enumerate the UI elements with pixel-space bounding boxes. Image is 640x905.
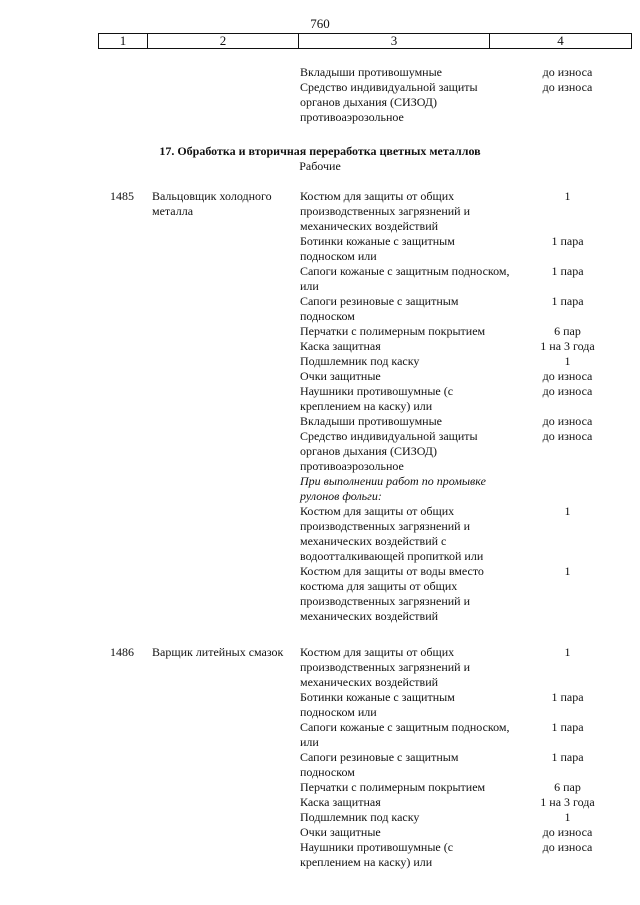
list-item [300,564,630,624]
list-item [300,65,630,80]
item-name: Сапоги резиновые с защитным подноском [300,750,459,779]
list-item [300,720,630,750]
item-norm: до износа [542,80,593,94]
item-name: Костюм для защиты от общих производственных загрязнений и механических воздействий с водоотталкивающей пропиткой или [300,504,484,563]
list-item [300,795,630,810]
item-name: Вкладыши противошумные [300,414,442,428]
item-norm: 1 пара [551,264,584,278]
item-norm: до износа [542,414,593,428]
list-item [300,414,630,429]
item-name: Наушники противошумные (с креплением на каску) или [300,840,454,869]
profession-name: Вальцовщик холодного металла [152,189,272,218]
item-name: Наушники противошумные (с креплением на каску) или [300,384,454,413]
item-norm: 6 пар [554,324,581,338]
list-item [300,189,630,234]
column-header-2: 2 [147,34,298,48]
item-name: Очки защитные [300,825,381,839]
item-norm: до износа [542,825,593,839]
list-item [300,80,630,125]
list-item [300,504,630,564]
item-name: Каска защитная [300,795,381,809]
item-norm: до износа [542,369,593,383]
item-norm: 6 пар [554,780,581,794]
item-norm: 1 пара [551,750,584,764]
column-header-row [98,33,632,49]
section-subtitle: Рабочие [299,159,341,173]
section-title: 17. Обработка и вторичная переработка цветных металлов [159,144,481,158]
item-name: Очки защитные [300,369,381,383]
item-norm [510,474,625,504]
item-norm: до износа [542,840,593,854]
list-item [300,690,630,720]
item-norm: 1 пара [551,234,584,248]
item-condition-note: При выполнении работ по промывке рулонов фольги: [300,474,486,503]
entry-number: 1486 [110,645,134,659]
item-name: Костюм для защиты от воды вместо костюма для защиты от общих производственных загрязнений и механических воздействий [300,564,484,623]
list-item [300,264,630,294]
item-name: Костюм для защиты от общих производственных загрязнений и механических воздействий [300,189,471,233]
column-header-1: 1 [119,33,127,48]
item-norm: 1 [564,189,571,203]
item-norm: 1 [564,810,571,824]
item-norm: 1 [564,564,571,578]
list-item [300,234,630,264]
list-item [300,294,630,324]
item-norm: 1 [564,645,571,659]
item-norm: до износа [542,384,593,398]
item-name: Каска защитная [300,339,381,353]
list-item [300,780,630,795]
item-name: Подшлемник под каску [300,354,420,368]
item-name: Вкладыши противошумные [300,65,442,79]
item-norm: 1 пара [551,720,584,734]
item-norm: 1 пара [551,690,584,704]
entry-number: 1485 [110,189,134,203]
item-norm: 1 пара [551,294,584,308]
item-name: Перчатки с полимерным покрытием [300,324,486,338]
item-name: Сапоги кожаные с защитным подноском, или [300,264,510,293]
list-item [300,339,630,354]
list-item [300,324,630,339]
page-number: 760 [310,16,330,31]
list-item [300,369,630,384]
item-norm: 1 [564,354,571,368]
column-header-3: 3 [298,34,489,48]
item-name: Ботинки кожаные с защитным подноском или [300,690,455,719]
list-item [300,810,630,825]
item-name: Подшлемник под каску [300,810,420,824]
item-name: Перчатки с полимерным покрытием [300,780,486,794]
list-item [300,429,630,474]
item-name: Сапоги резиновые с защитным подноском [300,294,459,323]
item-norm: 1 [564,504,571,518]
list-item [300,825,630,840]
item-name: Сапоги кожаные с защитным подноском, или [300,720,510,749]
profession-name: Варщик литейных смазок [152,645,284,659]
item-norm: до износа [542,65,593,79]
list-item [300,354,630,369]
list-item [300,384,630,414]
item-norm: 1 на 3 года [540,339,595,353]
list-item [300,645,630,690]
equipment-list [300,645,630,870]
item-name: Костюм для защиты от общих производственных загрязнений и механических воздействий [300,645,471,689]
item-norm: до износа [542,429,593,443]
item-name: Средство индивидуальной защиты органов дыхания (СИЗОД) противоаэрозольное [300,429,478,473]
equipment-list [300,189,630,624]
item-name: Средство индивидуальной защиты органов дыхания (СИЗОД) противоаэрозольное [300,80,478,124]
list-item [300,750,630,780]
column-header-4: 4 [489,34,631,48]
list-item [300,840,630,870]
list-item [300,474,630,504]
item-norm: 1 на 3 года [540,795,595,809]
item-name: Ботинки кожаные с защитным подноском или [300,234,455,263]
